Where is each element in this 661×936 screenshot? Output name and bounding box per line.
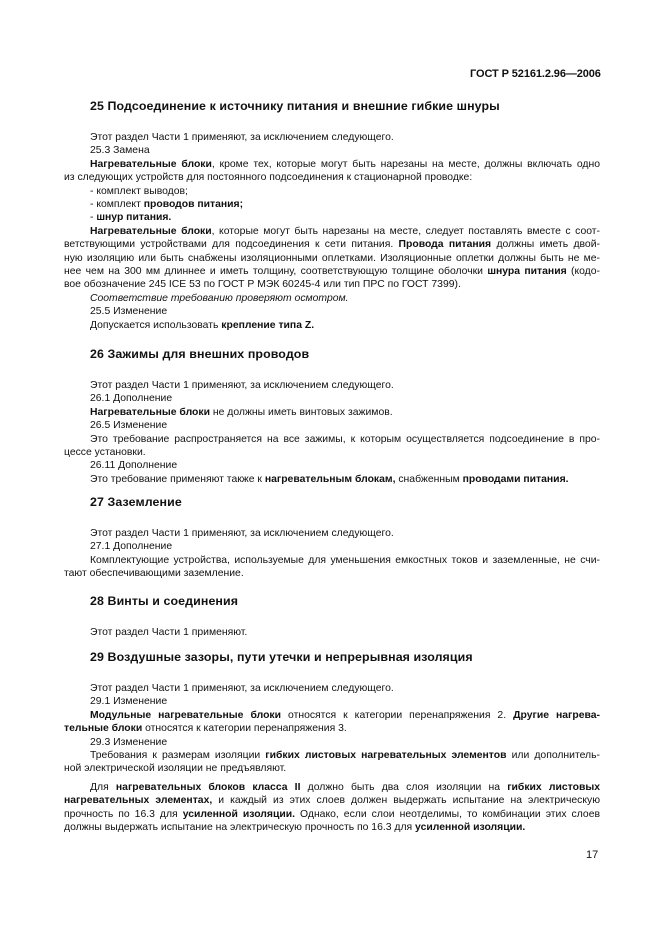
section-28	[64, 594, 600, 639]
section-intro: Этот раздел Части 1 применяют.	[90, 627, 248, 638]
subsection-label: 26.5 Изменение	[90, 420, 168, 432]
section-29	[64, 650, 600, 834]
section-27	[64, 495, 600, 581]
paragraph: Нагревательные блоки не должны иметь винтовых зажимов.	[90, 406, 393, 418]
section-title: 25 Подсоединение к источнику питания и внешние гибкие шнуры	[90, 99, 500, 113]
paragraph: Комплектующие устройства, используемые для уменьшения емкостных токов и заземленные, не счи- тают обеспечивающими заземление.	[64, 554, 600, 580]
page-number: 17	[586, 849, 599, 861]
subsection-label: 26.1 Дополнение	[90, 393, 173, 405]
paragraph: Модульные нагревательные блоки относятся к категории перенапряжения 2. Другие нагрева- тельные блоки относятся к категории перенапряжения 3.	[64, 709, 600, 735]
subsection-label: 26.11 Дополнение	[90, 460, 178, 472]
subsection-label: 29.1 Изменение	[90, 696, 168, 708]
paragraph: Это требование распространяется на все зажимы, к которым осуществляется подсоединение в про- цессе установки.	[64, 433, 600, 459]
paragraph: Нагревательные блоки, которые могут быть нарезаны на месте, следует поставлять вместе с соот- ветствующими устройствами для подсоединения к сети питания. Провода питания должны иметь двой- ную изоляцию или быть снабжены изоляционными оплетками. Изоляционные оплетки должны быть не ме- нее чем на 300 мм длиннее и иметь толщину, соответствующую толщине оболочки шнура питания (кодо- вое обозначение 245 ICE 53 по ГОСТ Р МЭК 60245-4 или тип ПРС по ГОСТ 7399).	[64, 225, 601, 291]
section-intro: Этот раздел Части 1 применяют, за исключением следующего.	[90, 132, 394, 143]
paragraph: Для нагревательных блоков класса II должно быть два слоя изоляции на гибких листовых нагревательных элементах, и каждый из этих слоев должен выдержать испытание на электрическую прочность по 16.3 для усиленной изоляции. Однако, если слои неотделимы, то комбинации этих слоев должны выдержать испытание на электрическую прочность по 16.3 для усиленной изоляции.	[64, 781, 601, 834]
subsection-label: 27.1 Дополнение	[90, 541, 173, 553]
section-intro: Этот раздел Части 1 применяют, за исключением следующего.	[90, 528, 394, 539]
list-item: - комплект выводов;	[90, 185, 188, 197]
paragraph: Это требование применяют также к нагревательным блокам, снабженным проводами питания.	[90, 473, 569, 485]
list-item: - шнур питания.	[90, 212, 172, 224]
section-intro: Этот раздел Части 1 применяют, за исключением следующего.	[90, 683, 394, 694]
subsection-label: 25.5 Изменение	[90, 306, 168, 318]
section-title: 26 Зажимы для внешних проводов	[90, 347, 310, 361]
section-25	[64, 99, 600, 332]
list-item: - комплект проводов питания;	[90, 199, 244, 211]
paragraph: Требования к размерам изоляции гибких листовых нагревательных элементов или дополнитель- ной электрической изоляции не предъявляют.	[64, 750, 600, 775]
section-title: 29 Воздушные зазоры, пути утечки и непрерывная изоляция	[90, 650, 473, 664]
subsection-label: 25.3 Замена	[90, 145, 150, 157]
section-title: 27 Заземление	[90, 495, 182, 509]
standard-id: ГОСТ Р 52161.2.96—2006	[470, 68, 601, 80]
section-title: 28 Винты и соединения	[90, 594, 239, 608]
subsection-label: 29.3 Изменение	[90, 736, 168, 748]
paragraph: Допускается использовать крепление типа Z.	[90, 319, 315, 331]
section-intro: Этот раздел Части 1 применяют, за исключением следующего.	[90, 380, 394, 391]
paragraph: Нагревательные блоки, кроме тех, которые могут быть нарезаны на месте, должны включать одно из следующих устройств для постоянного подсоединения к стационарной проводке:	[64, 158, 600, 184]
section-26	[64, 347, 600, 486]
compliance-note: Соответствие требованию проверяют осмотром.	[90, 292, 349, 304]
